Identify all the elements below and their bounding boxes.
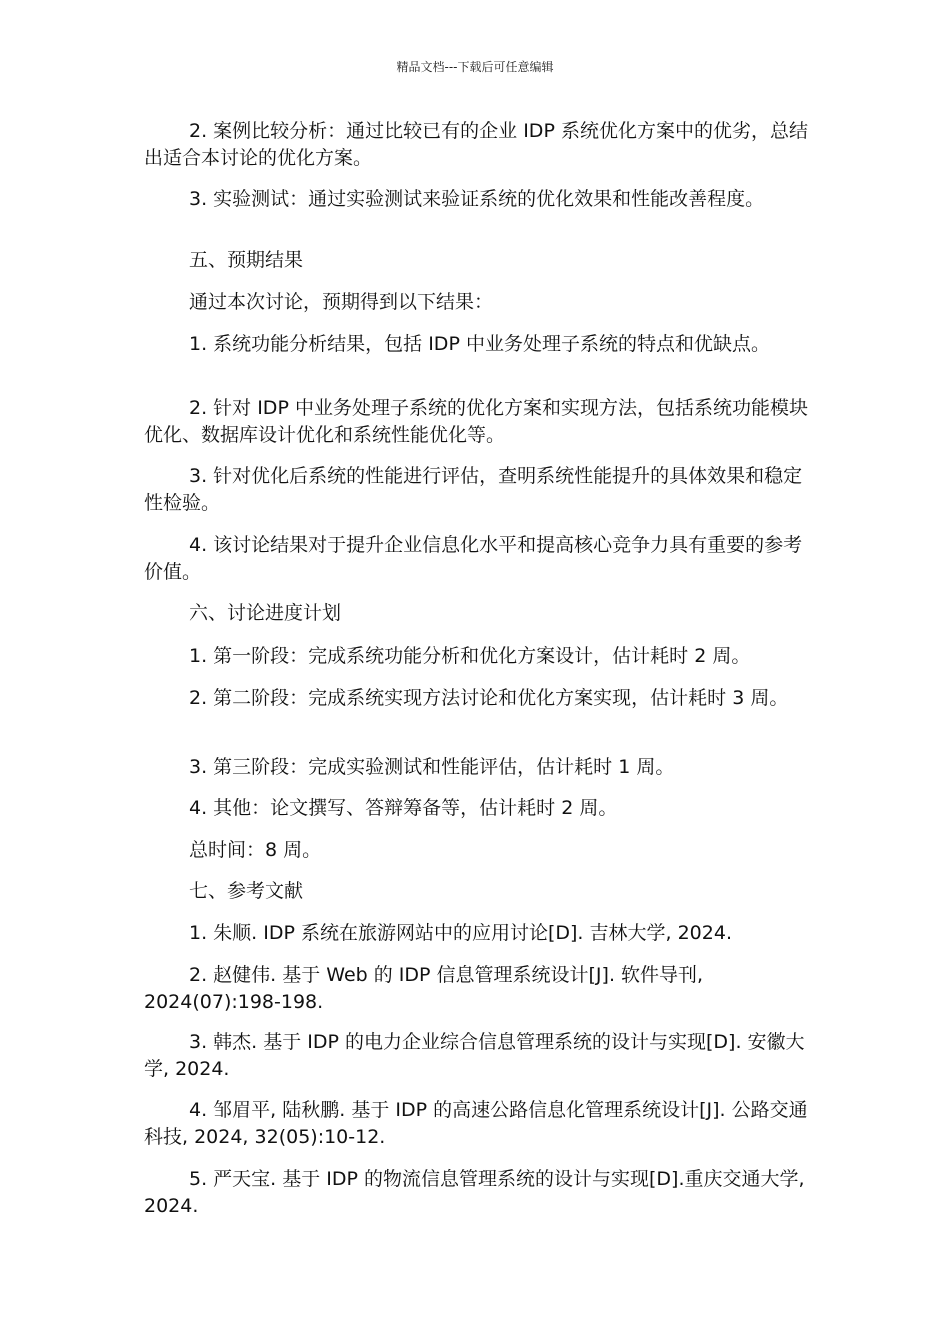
section-heading-expected-results: 五、预期结果 xyxy=(189,249,304,271)
section-heading-references: 七、参考文献 xyxy=(189,880,304,902)
paragraph-method-3: 3. 实验测试：通过实验测试来验证系统的优化效果和性能改善程度。 xyxy=(189,188,765,210)
paragraph-schedule-1: 1. 第一阶段：完成系统功能分析和优化方案设计，估计耗时 2 周。 xyxy=(189,645,751,667)
paragraph-total-time: 总时间：8 周。 xyxy=(189,839,322,861)
paragraph-results-intro: 通过本次讨论，预期得到以下结果： xyxy=(189,291,494,313)
section-heading-schedule: 六、讨论进度计划 xyxy=(189,602,342,624)
paragraph-schedule-3: 3. 第三阶段：完成实验测试和性能评估，估计耗时 1 周。 xyxy=(189,756,675,778)
paragraph-result-3: 3. 针对优化后系统的性能进行评估，查明系统性能提升的具体效果和稳定性检验。 xyxy=(144,465,803,514)
paragraph-result-1: 1. 系统功能分析结果，包括 IDP 中业务处理子系统的特点和优缺点。 xyxy=(189,333,770,355)
paragraph-result-4: 4. 该讨论结果对于提升企业信息化水平和提高核心竞争力具有重要的参考价值。 xyxy=(144,534,803,583)
reference-item-4: 4. 邹眉平, 陆秋鹏. 基于 IDP 的高速公路信息化管理系统设计[J]. 公路交通科技, 2024, 32(05):10-12. xyxy=(144,1099,808,1148)
paragraph-result-2: 2. 针对 IDP 中业务处理子系统的优化方案和实现方法，包括系统功能模块优化、数据库设计优化和系统性能优化等。 xyxy=(144,397,808,446)
reference-item-5: 5. 严天宝. 基于 IDP 的物流信息管理系统的设计与实现[D].重庆交通大学, 2024. xyxy=(144,1168,805,1217)
paragraph-schedule-2: 2. 第二阶段：完成系统实现方法讨论和优化方案实现，估计耗时 3 周。 xyxy=(189,687,789,709)
page-header: 精品文档---下载后可任意编辑 xyxy=(396,60,554,74)
paragraph-schedule-4: 4. 其他：论文撰写、答辩筹备等，估计耗时 2 周。 xyxy=(189,797,618,819)
paragraph-method-2: 2. 案例比较分析：通过比较已有的企业 IDP 系统优化方案中的优劣，总结出适合本讨论的优化方案。 xyxy=(144,120,808,169)
reference-item-1: 1. 朱顺. IDP 系统在旅游网站中的应用讨论[D]. 吉林大学, 2024. xyxy=(189,922,732,944)
reference-item-2: 2. 赵健伟. 基于 Web 的 IDP 信息管理系统设计[J]. 软件导刊, 2024(07):198-198. xyxy=(144,964,704,1013)
reference-item-3: 3. 韩杰. 基于 IDP 的电力企业综合信息管理系统的设计与实现[D]. 安徽大学, 2024. xyxy=(144,1031,805,1080)
